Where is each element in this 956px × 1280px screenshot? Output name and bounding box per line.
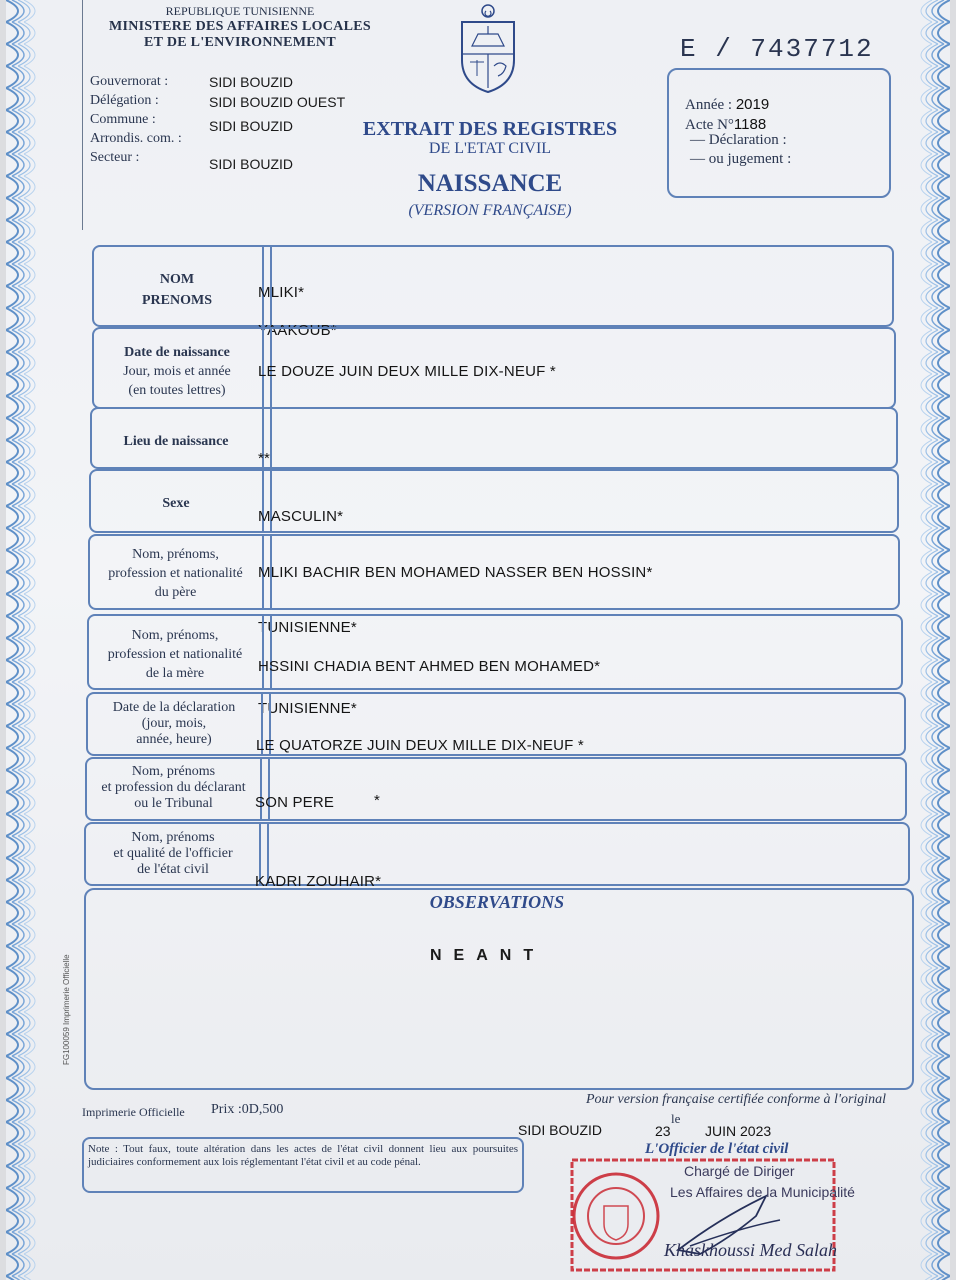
- gouvernorat-label: Gouvernorat :: [90, 74, 169, 89]
- acte-number-label: Acte N°: [685, 117, 734, 133]
- declaration-label: — Déclaration :: [690, 132, 787, 148]
- issue-day: 23: [655, 1123, 671, 1139]
- header-divider: [82, 0, 83, 230]
- observations-title: OBSERVATIONS: [429, 892, 565, 912]
- prix-label: Prix :0D,500: [211, 1102, 284, 1117]
- date-declaration-value: LE QUATORZE JUIN DEUX MILLE DIX-NEUF *: [256, 737, 584, 754]
- stamp-line-1: Chargé de Diriger: [684, 1163, 795, 1179]
- left-guilloche-border: [6, 0, 54, 1280]
- document-serial-number: E / 7437712: [680, 34, 874, 64]
- vertical-print-code: FG100059 Imprimerie Officielle: [62, 954, 71, 1065]
- document-type-title: NAISSANCE: [417, 170, 563, 197]
- prenoms-value: YAAKOUB*: [258, 322, 337, 339]
- issuer-header: [90, 4, 390, 51]
- mere-value: HSSINI CHADIA BENT AHMED BEN MOHAMED*: [258, 658, 601, 675]
- acte-year-label: Année :: [685, 97, 733, 113]
- nom-label: NOM: [159, 272, 195, 287]
- mere-label: Nom, prénoms, profession et nationalité de la mère: [107, 628, 243, 681]
- secteur-value: SIDI BOUZID: [209, 156, 294, 172]
- observations-value: NEANT: [430, 947, 546, 964]
- country-name: REPUBLIQUE TUNISIENNE: [165, 4, 315, 18]
- mere-nationalite-value: TUNISIENNE*: [258, 700, 357, 717]
- secteur-label: Secteur :: [90, 150, 140, 165]
- issue-place: SIDI BOUZID: [518, 1122, 603, 1138]
- pere-nationalite-value: TUNISIENNE*: [258, 619, 357, 636]
- sexe-label: Sexe: [162, 496, 190, 511]
- sexe-value: MASCULIN*: [258, 508, 344, 525]
- declarant-label: Nom, prénoms et profession du déclarant ou le Tribunal: [101, 764, 246, 811]
- commune-value: SIDI BOUZID: [209, 118, 294, 134]
- lieu-naissance-label: Lieu de naissance: [123, 434, 229, 449]
- document-title: EXTRAIT DES REGISTRES: [362, 118, 618, 140]
- issue-month-year: JUIN 2023: [705, 1123, 772, 1139]
- date-naissance-value: LE DOUZE JUIN DEUX MILLE DIX-NEUF *: [258, 363, 556, 380]
- stamp-line-2: Les Affaires de la Municipalité: [670, 1184, 855, 1200]
- acte-number-value: 1188: [733, 116, 767, 133]
- officier-label: Nom, prénoms et qualité de l'officier de l'état civil: [113, 830, 233, 877]
- certification-statement: Pour version française certifiée conforme à l'original: [586, 1092, 887, 1107]
- ministry-line-1: MINISTERE DES AFFAIRES LOCALES: [109, 19, 371, 34]
- document-subtitle: DE L'ETAT CIVIL: [428, 140, 552, 157]
- officier-value: KADRI ZOUHAIR*: [255, 873, 382, 890]
- nom-value: MLIKI*: [258, 284, 305, 301]
- observations-box: [84, 888, 914, 1090]
- ministry-line-2: ET DE L'ENVIRONNEMENT: [144, 35, 336, 50]
- arrondissement-label: Arrondis. com. :: [90, 131, 182, 146]
- commune-label: Commune :: [90, 112, 156, 127]
- coat-of-arms-icon: [452, 2, 524, 94]
- date-declaration-label: Date de la déclaration (jour, mois, année, heure): [112, 700, 236, 747]
- pere-value: MLIKI BACHIR BEN MOHAMED NASSER BEN HOSSIN*: [258, 564, 653, 581]
- date-naissance-label: Date de naissance Jour, mois et année (en toutes lettres): [123, 345, 231, 398]
- declarant-star: *: [374, 792, 381, 809]
- delegation-label: Délégation :: [90, 93, 159, 108]
- signature-name: Khaskhoussi Med Salah: [664, 1240, 837, 1260]
- gouvernorat-value: SIDI BOUZID: [209, 74, 294, 90]
- officier-title: L'Officier de l'état civil: [645, 1141, 789, 1157]
- document-version: (VERSION FRANÇAISE): [408, 202, 572, 219]
- pere-label: Nom, prénoms, profession et nationalité du père: [108, 547, 243, 600]
- jugement-label: — ou jugement :: [690, 151, 792, 167]
- acte-year-value: 2019: [735, 96, 770, 113]
- date-le-label: le: [671, 1111, 681, 1126]
- lieu-naissance-value: **: [258, 450, 271, 467]
- delegation-value: SIDI BOUZID OUEST: [209, 94, 346, 110]
- declarant-value: SON PERE: [255, 794, 335, 811]
- legal-note: Note : Tout faux, toute altération dans les actes de l'état civil donnent lieu aux poursuites judiciaires conformement aux lois réglementant l'état civil et au code pénal.: [88, 1143, 518, 1168]
- imprimerie-label: Imprimerie Officielle: [82, 1105, 185, 1119]
- prenoms-label: PRENOMS: [142, 293, 212, 308]
- acte-year: [685, 96, 769, 114]
